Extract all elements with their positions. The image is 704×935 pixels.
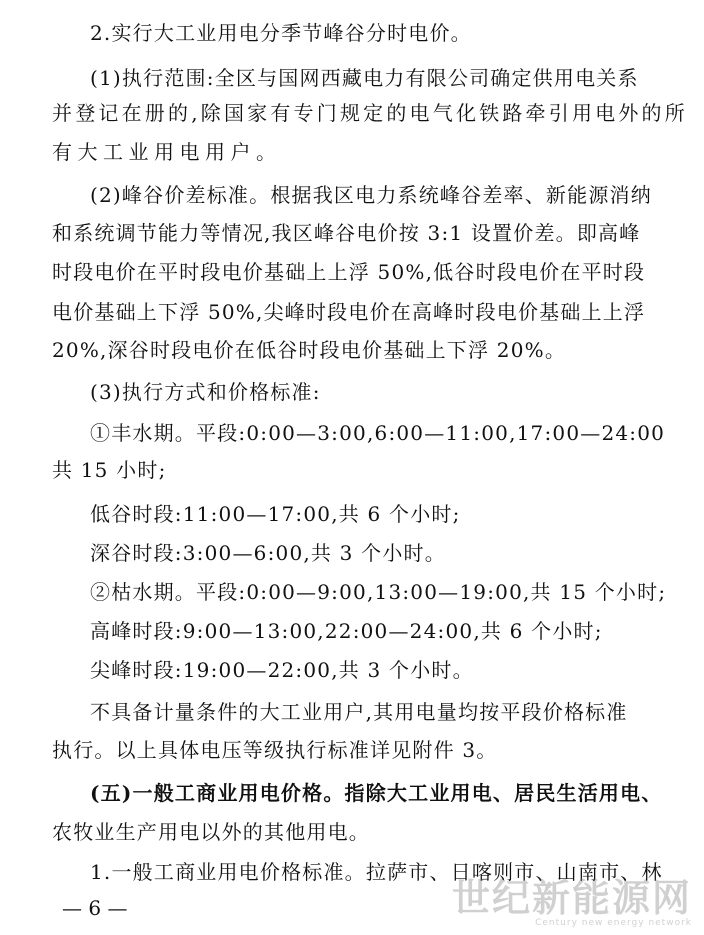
paragraph-line-22: 1.一般工商业用电价格标准。拉萨市、日喀则市、山南市、林 [90, 860, 663, 884]
paragraph-line-1: 2.实行大工业用电分季节峰谷分时电价。 [90, 21, 472, 45]
paragraph-line-12: 共 15 小时; [52, 458, 167, 482]
paragraph-line-5: (2)峰谷价差标准。根据我区电力系统峰谷差率、新能源消纳 [90, 183, 652, 207]
watermark-logo [452, 878, 692, 929]
watermark-sub-text: Century new energy network [535, 918, 692, 928]
paragraph-line-6: 和系统调节能力等情况,我区峰谷电价按 3:1 设置价差。即高峰 [52, 221, 641, 245]
paragraph-line-9: 20%,深谷时段电价在低谷时段电价基础上下浮 20%。 [52, 338, 567, 362]
section-heading-line [90, 781, 663, 805]
page-number: — 6 — [62, 896, 128, 920]
paragraph-line-3: 并登记在册的,除国家有专门规定的电气化铁路牵引用电外的所 [52, 101, 688, 125]
paragraph-line-18: 不具备计量条件的大工业用户,其用电量均按平段价格标准 [90, 700, 628, 724]
paragraph-line-7: 时段电价在平时段电价基础上上浮 50%,低谷时段电价在平时段 [52, 260, 646, 284]
paragraph-line-15: ②枯水期。平段:0:00—9:00,13:00—19:00,共 15 个小时; [90, 580, 667, 604]
paragraph-line-2: (1)执行范围:全区与国网西藏电力有限公司确定供用电关系 [90, 66, 639, 90]
paragraph-line-11: ①丰水期。平段:0:00—3:00,6:00—11:00,17:00—24:00 [90, 421, 666, 445]
paragraph-line-4: 有大工业用电用户。 [52, 140, 282, 164]
paragraph-line-13: 低谷时段:11:00—17:00,共 6 个小时; [90, 502, 461, 526]
paragraph-line-10: (3)执行方式和价格标准: [90, 380, 321, 404]
section-heading: (五)一般工商业用电价格。指除大工业用电、居民生活用电、 [90, 781, 663, 805]
paragraph-line-19: 执行。以上具体电压等级执行标准详见附件 3。 [52, 738, 498, 762]
paragraph-line-16: 高峰时段:9:00—13:00,22:00—24:00,共 6 个小时; [90, 619, 603, 643]
paragraph-line-8: 电价基础上下浮 50%,尖峰时段电价在高峰时段电价基础上上浮 [52, 300, 646, 324]
paragraph-line-17: 尖峰时段:19:00—22:00,共 3 个小时。 [90, 658, 474, 682]
paragraph-line-21: 农牧业生产用电以外的其他用电。 [52, 820, 370, 844]
paragraph-line-14: 深谷时段:3:00—6:00,共 3 个小时。 [90, 541, 446, 565]
watermark-main-text: 世纪新能源网 [451, 876, 692, 920]
